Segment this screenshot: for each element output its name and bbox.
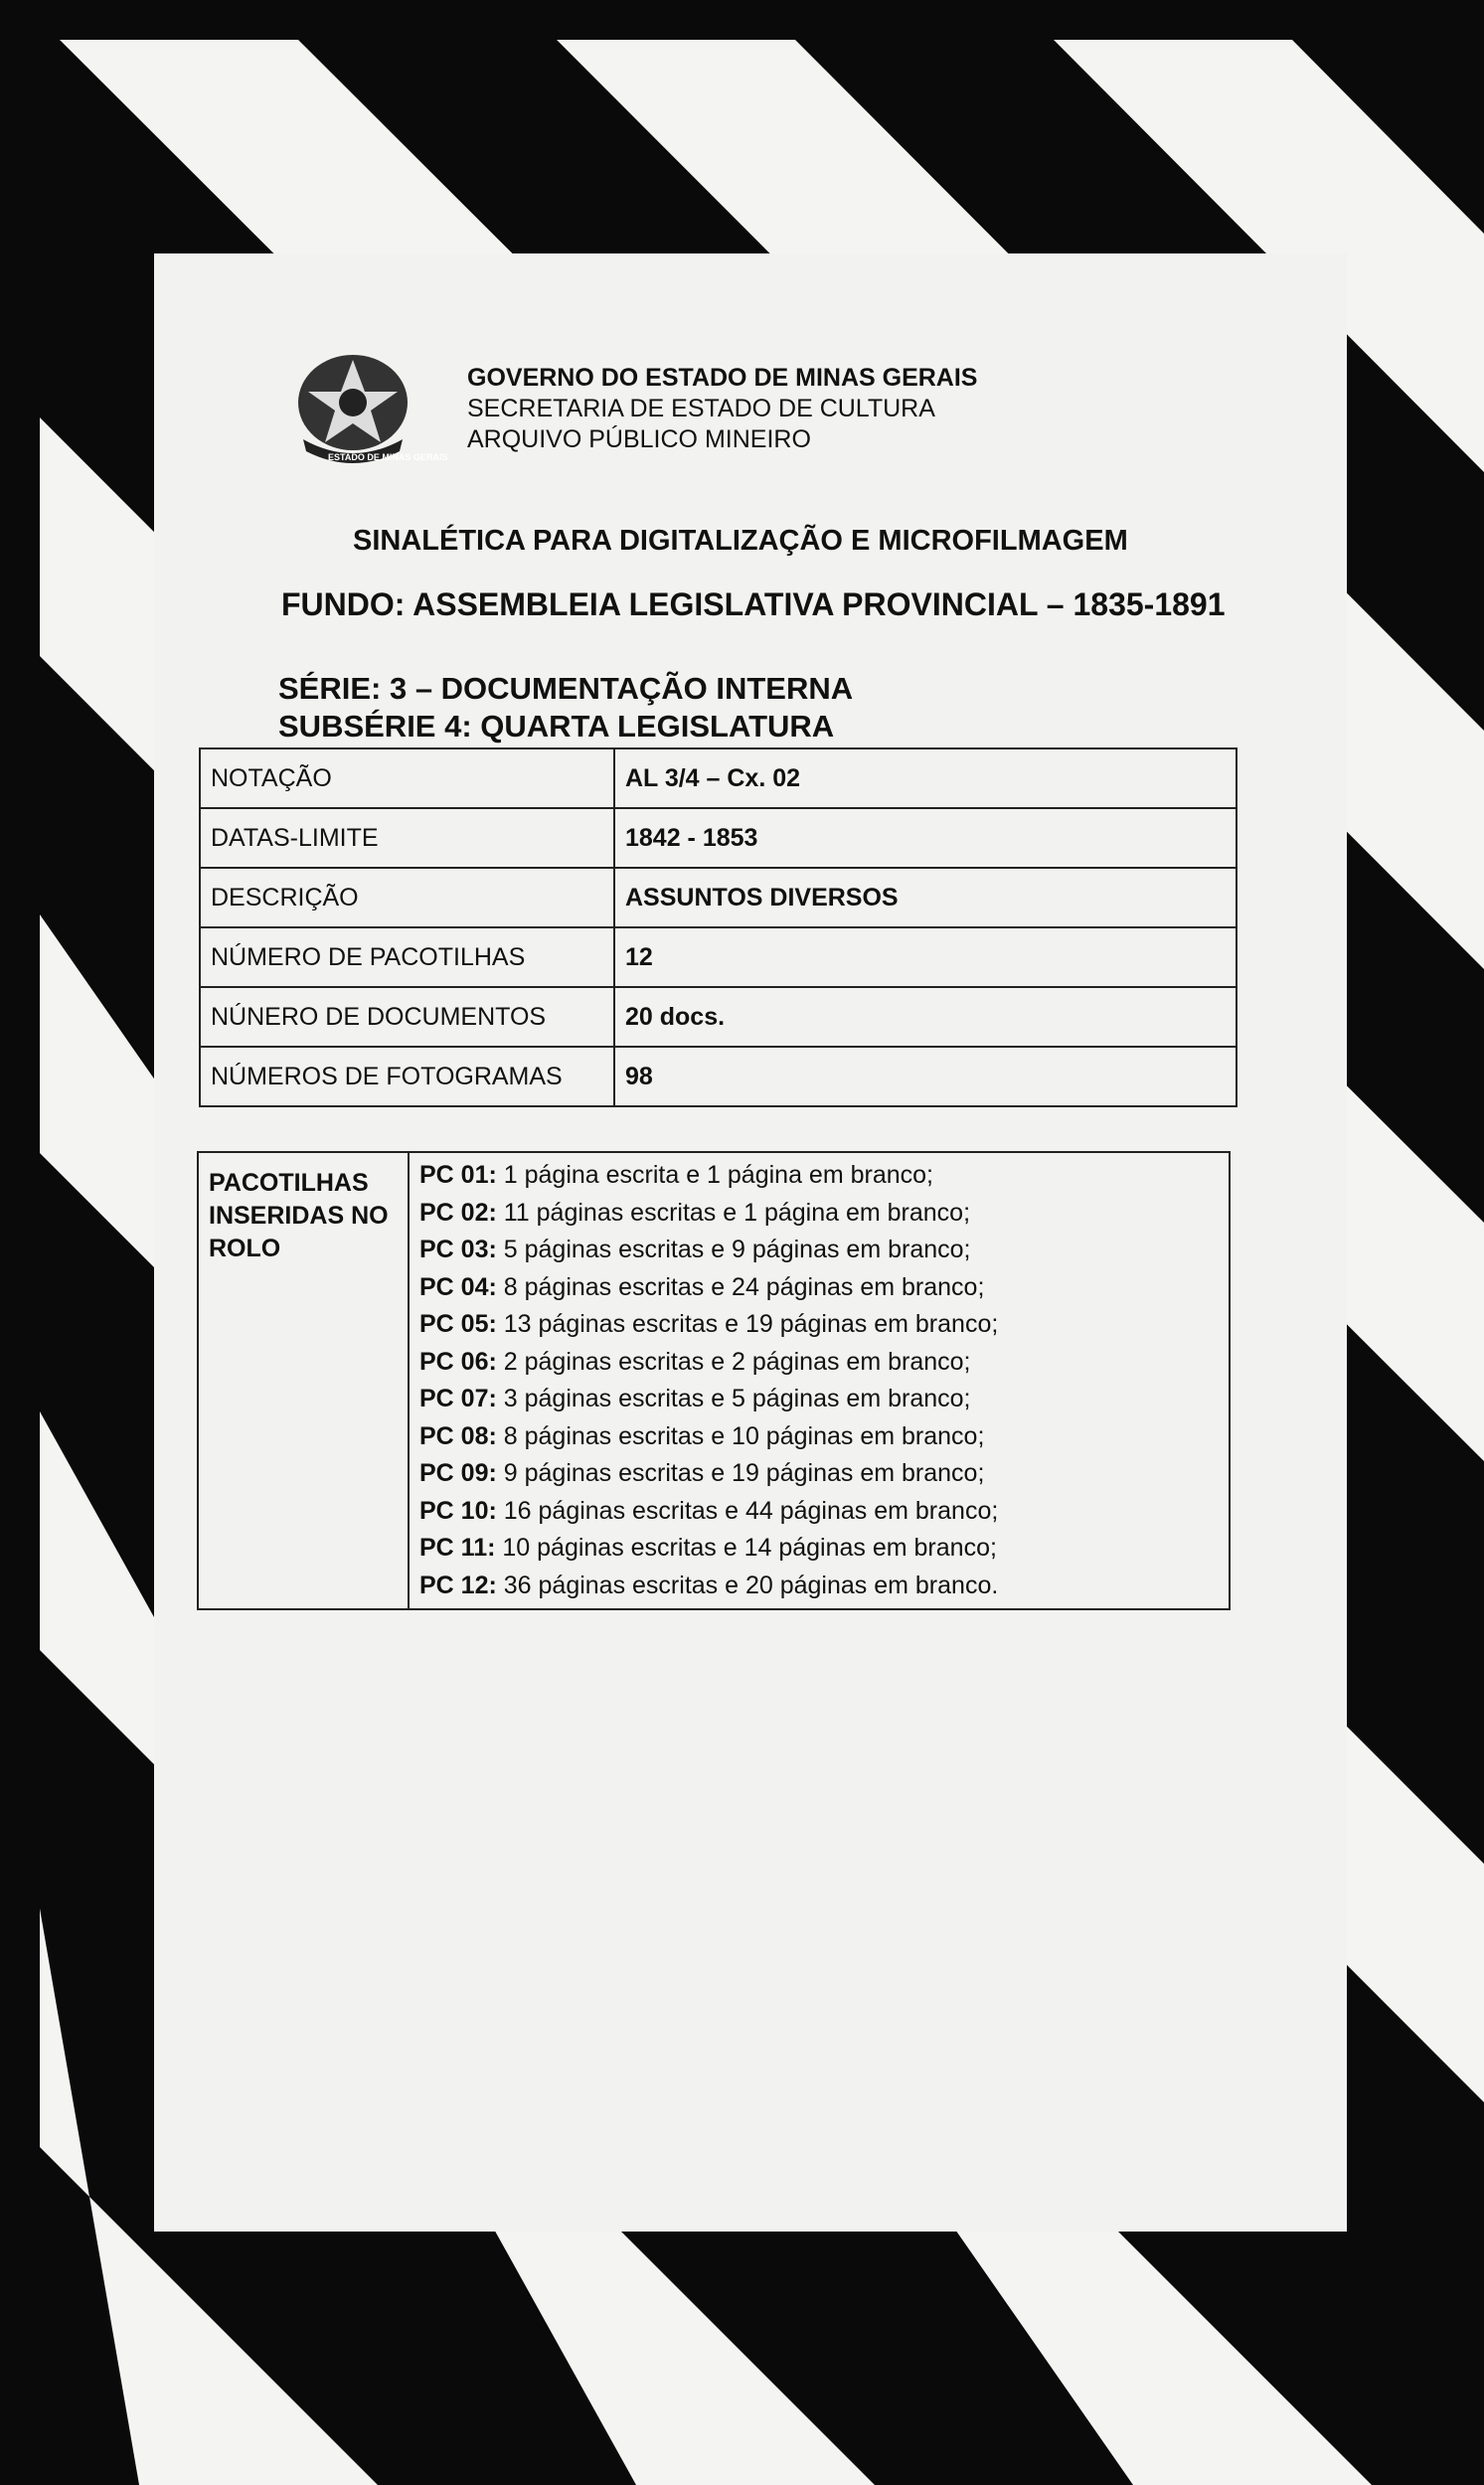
table-row bbox=[198, 1152, 1230, 1609]
pc-code: PC 03: bbox=[419, 1236, 497, 1263]
pc-description: 2 páginas escritas e 2 páginas em branco; bbox=[496, 1347, 971, 1376]
serie-heading: SÉRIE: 3 – DOCUMENTAÇÃO INTERNA bbox=[278, 671, 854, 706]
list-item bbox=[419, 1232, 1219, 1269]
pc-code: PC 05: bbox=[419, 1310, 497, 1338]
numero-documentos-label: NÚNERO DE DOCUMENTOS bbox=[200, 987, 614, 1047]
table-row bbox=[200, 927, 1237, 987]
archive-name: ARQUIVO PÚBLICO MINEIRO bbox=[467, 425, 811, 453]
pc-code: PC 07: bbox=[419, 1385, 497, 1412]
svg-text:ESTADO DE MINAS GERAIS: ESTADO DE MINAS GERAIS bbox=[328, 452, 448, 462]
list-item bbox=[419, 1157, 1219, 1195]
list-item bbox=[419, 1344, 1219, 1382]
pc-description: 36 páginas escritas e 20 páginas em branco. bbox=[496, 1571, 999, 1599]
table-row bbox=[200, 1047, 1237, 1106]
list-item bbox=[419, 1493, 1219, 1531]
list-item bbox=[419, 1418, 1219, 1456]
pacotilhas-label: PACOTILHAS INSERIDAS NO ROLO bbox=[198, 1152, 409, 1609]
datas-limite-value: 1842 - 1853 bbox=[614, 808, 1237, 868]
pacotilhas-table bbox=[197, 1151, 1231, 1610]
pc-description: 5 páginas escritas e 9 páginas em branco; bbox=[496, 1236, 971, 1263]
list-item bbox=[419, 1195, 1219, 1233]
notacao-label: NOTAÇÃO bbox=[200, 748, 614, 808]
pc-description: 11 páginas escritas e 1 página em branco; bbox=[496, 1198, 971, 1227]
pc-code: PC 04: bbox=[419, 1272, 497, 1301]
pc-code: PC 12: bbox=[419, 1571, 497, 1599]
institution-name bbox=[467, 363, 977, 455]
pc-description: 3 páginas escritas e 5 páginas em branco; bbox=[496, 1385, 971, 1412]
seal-text bbox=[298, 363, 448, 462]
document-title: SINALÉTICA PARA DIGITALIZAÇÃO E MICROFILMAGEM bbox=[353, 525, 1128, 557]
pc-code: PC 11: bbox=[419, 1534, 496, 1562]
pc-description: 8 páginas escritas e 10 páginas em branco; bbox=[496, 1421, 985, 1450]
pc-description: 8 páginas escritas e 24 páginas em branco; bbox=[496, 1272, 985, 1301]
pc-code: PC 08: bbox=[419, 1421, 497, 1450]
pc-code: PC 06: bbox=[419, 1347, 497, 1376]
descricao-label: DESCRIÇÃO bbox=[200, 868, 614, 927]
list-item bbox=[419, 1306, 1219, 1344]
list-item bbox=[419, 1269, 1219, 1307]
subserie-heading: SUBSÉRIE 4: QUARTA LEGISLATURA bbox=[278, 709, 835, 744]
pc-code: PC 10: bbox=[419, 1496, 497, 1525]
secretariat-name: SECRETARIA DE ESTADO DE CULTURA bbox=[467, 395, 935, 422]
numero-pacotilhas-label: NÚMERO DE PACOTILHAS bbox=[200, 927, 614, 987]
numero-documentos-value: 20 docs. bbox=[614, 987, 1237, 1047]
notacao-value: AL 3/4 – Cx. 02 bbox=[614, 748, 1237, 808]
table-row bbox=[200, 987, 1237, 1047]
metadata-table bbox=[199, 747, 1237, 1107]
pc-description: 16 páginas escritas e 44 páginas em branco; bbox=[496, 1496, 999, 1525]
government-name: GOVERNO DO ESTADO DE MINAS GERAIS bbox=[467, 364, 978, 392]
pc-description: 1 página escrita e 1 página em branco; bbox=[496, 1161, 933, 1189]
table-row bbox=[200, 748, 1237, 808]
fundo-heading: FUNDO: ASSEMBLEIA LEGISLATIVA PROVINCIAL – 1835-1891 bbox=[281, 586, 1226, 622]
series-block bbox=[278, 670, 853, 746]
numero-pacotilhas-value: 12 bbox=[614, 927, 1237, 987]
numero-fotogramas-value: 98 bbox=[614, 1047, 1237, 1106]
numero-fotogramas-label: NÚMEROS DE FOTOGRAMAS bbox=[200, 1047, 614, 1106]
institution-header bbox=[298, 363, 1193, 472]
pacotilhas-list bbox=[409, 1152, 1230, 1609]
list-item bbox=[419, 1381, 1219, 1418]
list-item bbox=[419, 1530, 1219, 1568]
list-item bbox=[419, 1568, 1219, 1605]
pc-description: 13 páginas escritas e 19 páginas em branco; bbox=[496, 1310, 999, 1338]
pc-code: PC 09: bbox=[419, 1459, 497, 1487]
descricao-value: ASSUNTOS DIVERSOS bbox=[614, 868, 1237, 927]
datas-limite-label: DATAS-LIMITE bbox=[200, 808, 614, 868]
pc-description: 10 páginas escritas e 14 páginas em branco; bbox=[495, 1534, 997, 1562]
table-row bbox=[200, 808, 1237, 868]
table-row bbox=[200, 868, 1237, 927]
pc-code: PC 01: bbox=[419, 1161, 497, 1189]
pc-description: 9 páginas escritas e 19 páginas em branco; bbox=[496, 1459, 985, 1487]
pc-code: PC 02: bbox=[419, 1198, 497, 1227]
list-item bbox=[419, 1455, 1219, 1493]
